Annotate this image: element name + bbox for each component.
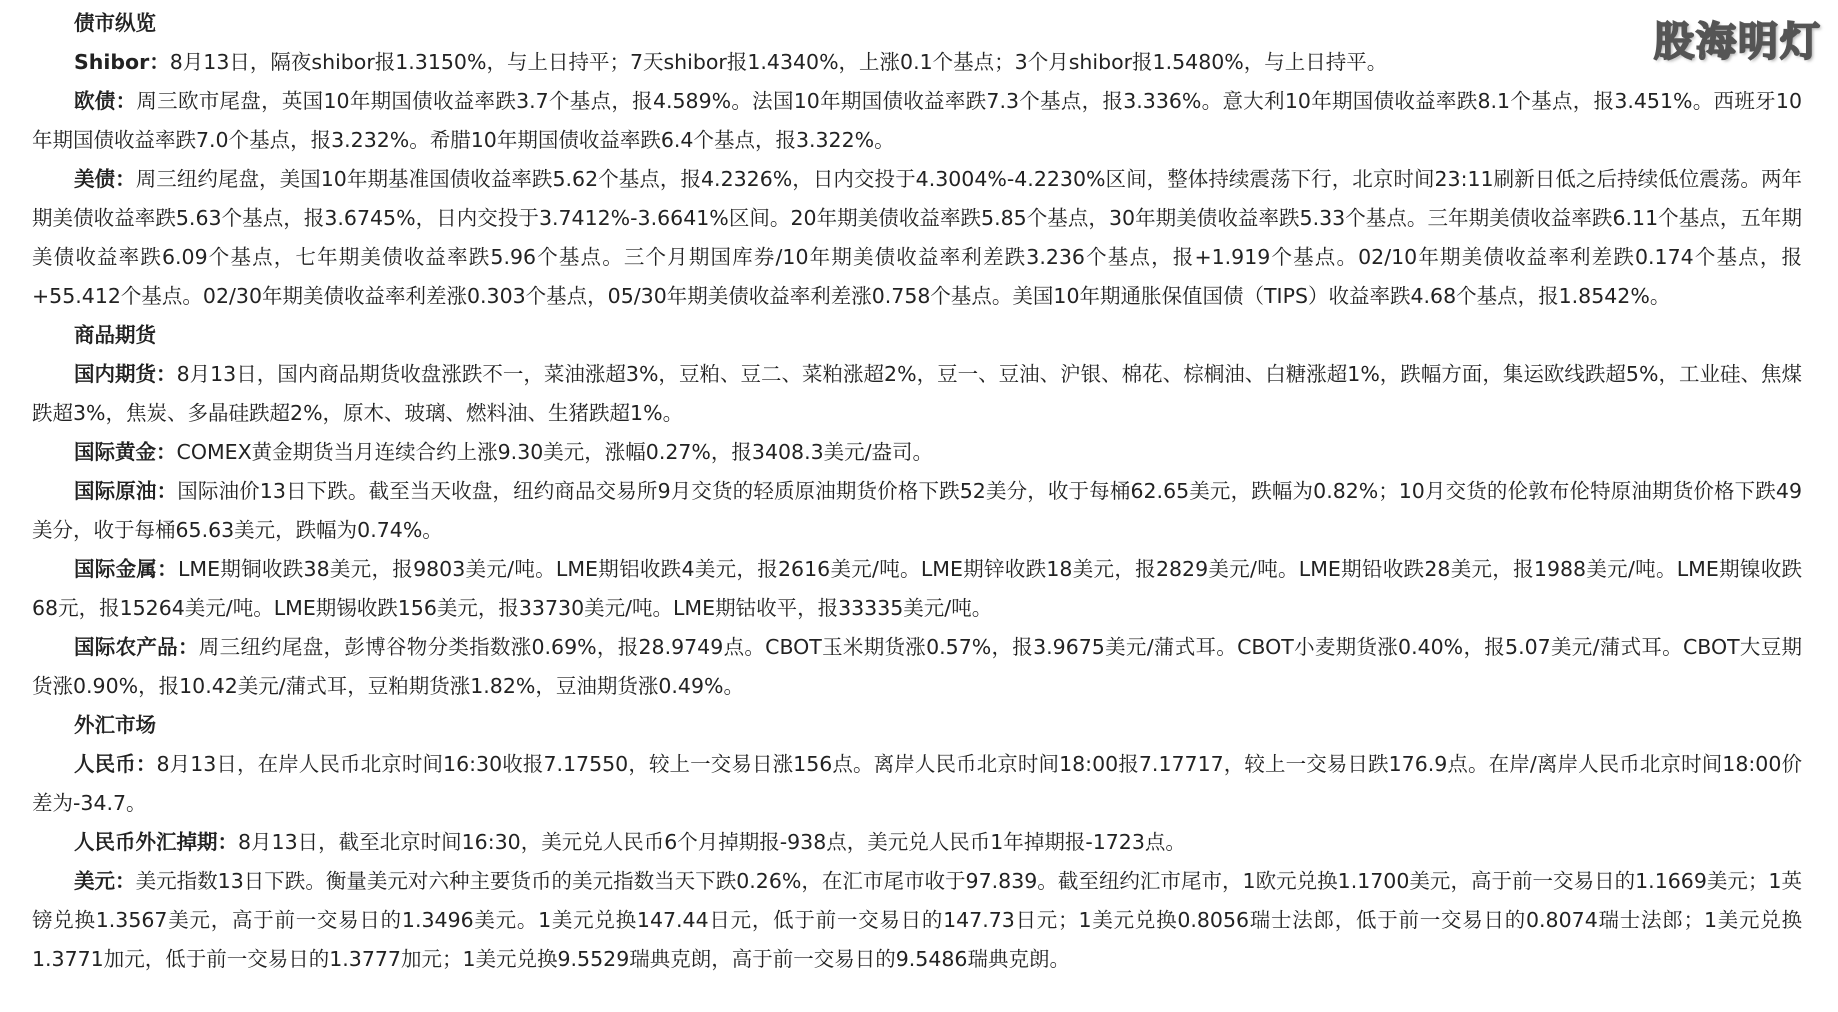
paragraph-text: 8月13日，国内商品期货收盘涨跌不一，菜油涨超3%，豆粕、豆二、菜粕涨超2%，豆一、豆油、沪银、棉花、棕榈油、白糖涨超1%，跌幅方面，集运欧线跌超5%，工业硅、焦煤跌超3%，焦炭、多晶硅跌超2%，原木、玻璃、燃料油、生猪跌超1%。	[32, 362, 1803, 425]
paragraph-label: 国际金属：	[74, 557, 178, 581]
paragraph-label: 人民币外汇掉期：	[74, 830, 238, 854]
paragraph-intl-gold	[32, 433, 1802, 472]
paragraph-label: 国际农产品：	[74, 635, 199, 659]
paragraph-label: 国内期货：	[74, 362, 177, 386]
section-title-bond-market: 债市纵览	[74, 11, 156, 35]
paragraph-domestic-futures	[32, 355, 1802, 433]
paragraph-intl-agri	[32, 628, 1802, 706]
paragraph-intl-crude	[32, 472, 1802, 550]
paragraph-label: 国际原油：	[74, 479, 178, 503]
paragraph-rmb-swap	[32, 823, 1802, 862]
paragraph-text: LME期铜收跌38美元，报9803美元/吨。LME期铝收跌4美元，报2616美元/吨。LME期锌收跌18美元，报2829美元/吨。LME期铅收跌28美元，报1988美元/吨。LME期镍收跌68元，报15264美元/吨。LME期锡收跌156美元，报33730美元/吨。LME期钴收平，报33335美元/吨。	[32, 557, 1802, 620]
paragraph-label: 人民币：	[74, 752, 157, 776]
paragraph-label: 国际黄金：	[74, 440, 177, 464]
paragraph-text: COMEX黄金期货当月连续合约上涨9.30美元，涨幅0.27%，报3408.3美元/盎司。	[176, 440, 934, 464]
section-title-commodity-futures: 商品期货	[74, 323, 156, 347]
paragraph-text: 8月13日，截至北京时间16:30，美元兑人民币6个月掉期报-938点，美元兑人民币1年掉期报-1723点。	[238, 830, 1186, 854]
paragraph-rmb	[32, 745, 1802, 823]
paragraph-label: 美债：	[74, 167, 136, 191]
paragraph-text: 周三纽约尾盘，美国10年期基准国债收益率跌5.62个基点，报4.2326%，日内交投于4.3004%-4.2230%区间，整体持续震荡下行，北京时间23:11刷新日低之后持续低位震荡。两年期美债收益率跌5.63个基点，报3.6745%，日内交投于3.7412%-3.6641%区间。20年期美债收益率跌5.85个基点，30年期美债收益率跌5.33个基点。三年期美债收益率跌6.11个基点，五年期美债收益率跌6.09个基点，七年期美债收益率跌5.96个基点。三个月期国库券/10年期美债收益率利差跌3.236个基点，报+1.919个基点。02/10年期美债收益率利差跌0.174个基点，报+55.412个基点。02/30年期美债收益率利差涨0.303个基点，05/30年期美债收益率利差涨0.758个基点。美国10年期通胀保值国债（TIPS）收益率跌4.68个基点，报1.8542%。	[32, 167, 1803, 308]
paragraph-usd	[32, 862, 1802, 979]
article-body	[32, 4, 1802, 979]
paragraph-label: 美元：	[74, 869, 136, 893]
paragraph-intl-metals	[32, 550, 1802, 628]
paragraph-shibor	[32, 43, 1802, 82]
watermark-logo: 股海明灯	[1654, 19, 1822, 65]
paragraph-label: 欧债：	[74, 89, 137, 113]
paragraph-text: 8月13日，在岸人民币北京时间16:30收报7.17550，较上一交易日涨156点。离岸人民币北京时间18:00报7.17717，较上一交易日跌176.9点。在岸/离岸人民币北京时间18:00价差为-34.7。	[32, 752, 1802, 815]
paragraph-text: 周三纽约尾盘，彭博谷物分类指数涨0.69%，报28.9749点。CBOT玉米期货涨0.57%，报3.9675美元/蒲式耳。CBOT小麦期货涨0.40%，报5.07美元/蒲式耳。CBOT大豆期货涨0.90%，报10.42美元/蒲式耳，豆粕期货涨1.82%，豆油期货涨0.49%。	[32, 635, 1803, 698]
paragraph-euro-bonds	[32, 82, 1802, 160]
paragraph-text: 国际油价13日下跌。截至当天收盘，纽约商品交易所9月交货的轻质原油期货价格下跌52美分，收于每桶62.65美元，跌幅为0.82%；10月交货的伦敦布伦特原油期货价格下跌49美分，收于每桶65.63美元，跌幅为0.74%。	[32, 479, 1802, 542]
paragraph-text: 周三欧市尾盘，英国10年期国债收益率跌3.7个基点，报4.589%。法国10年期国债收益率跌7.3个基点，报3.336%。意大利10年期国债收益率跌8.1个基点，报3.451%。西班牙10年期国债收益率跌7.0个基点，报3.232%。希腊10年期国债收益率跌6.4个基点，报3.322%。	[32, 89, 1803, 152]
section-title-fx-market: 外汇市场	[74, 713, 156, 737]
paragraph-text: 美元指数13日下跌。衡量美元对六种主要货币的美元指数当天下跌0.26%，在汇市尾市收于97.839。截至纽约汇市尾市，1欧元兑换1.1700美元，高于前一交易日的1.1669美元；1英镑兑换1.3567美元，高于前一交易日的1.3496美元。1美元兑换147.44日元，低于前一交易日的147.73日元；1美元兑换0.8056瑞士法郎，低于前一交易日的0.8074瑞士法郎；1美元兑换1.3771加元，低于前一交易日的1.3777加元；1美元兑换9.5529瑞典克朗，高于前一交易日的9.5486瑞典克朗。	[32, 869, 1802, 971]
paragraph-us-treasuries	[32, 160, 1802, 316]
paragraph-label: Shibor：	[74, 50, 170, 74]
paragraph-text: 8月13日，隔夜shibor报1.3150%，与上日持平；7天shibor报1.4340%，上涨0.1个基点；3个月shibor报1.5480%，与上日持平。	[169, 50, 1388, 74]
